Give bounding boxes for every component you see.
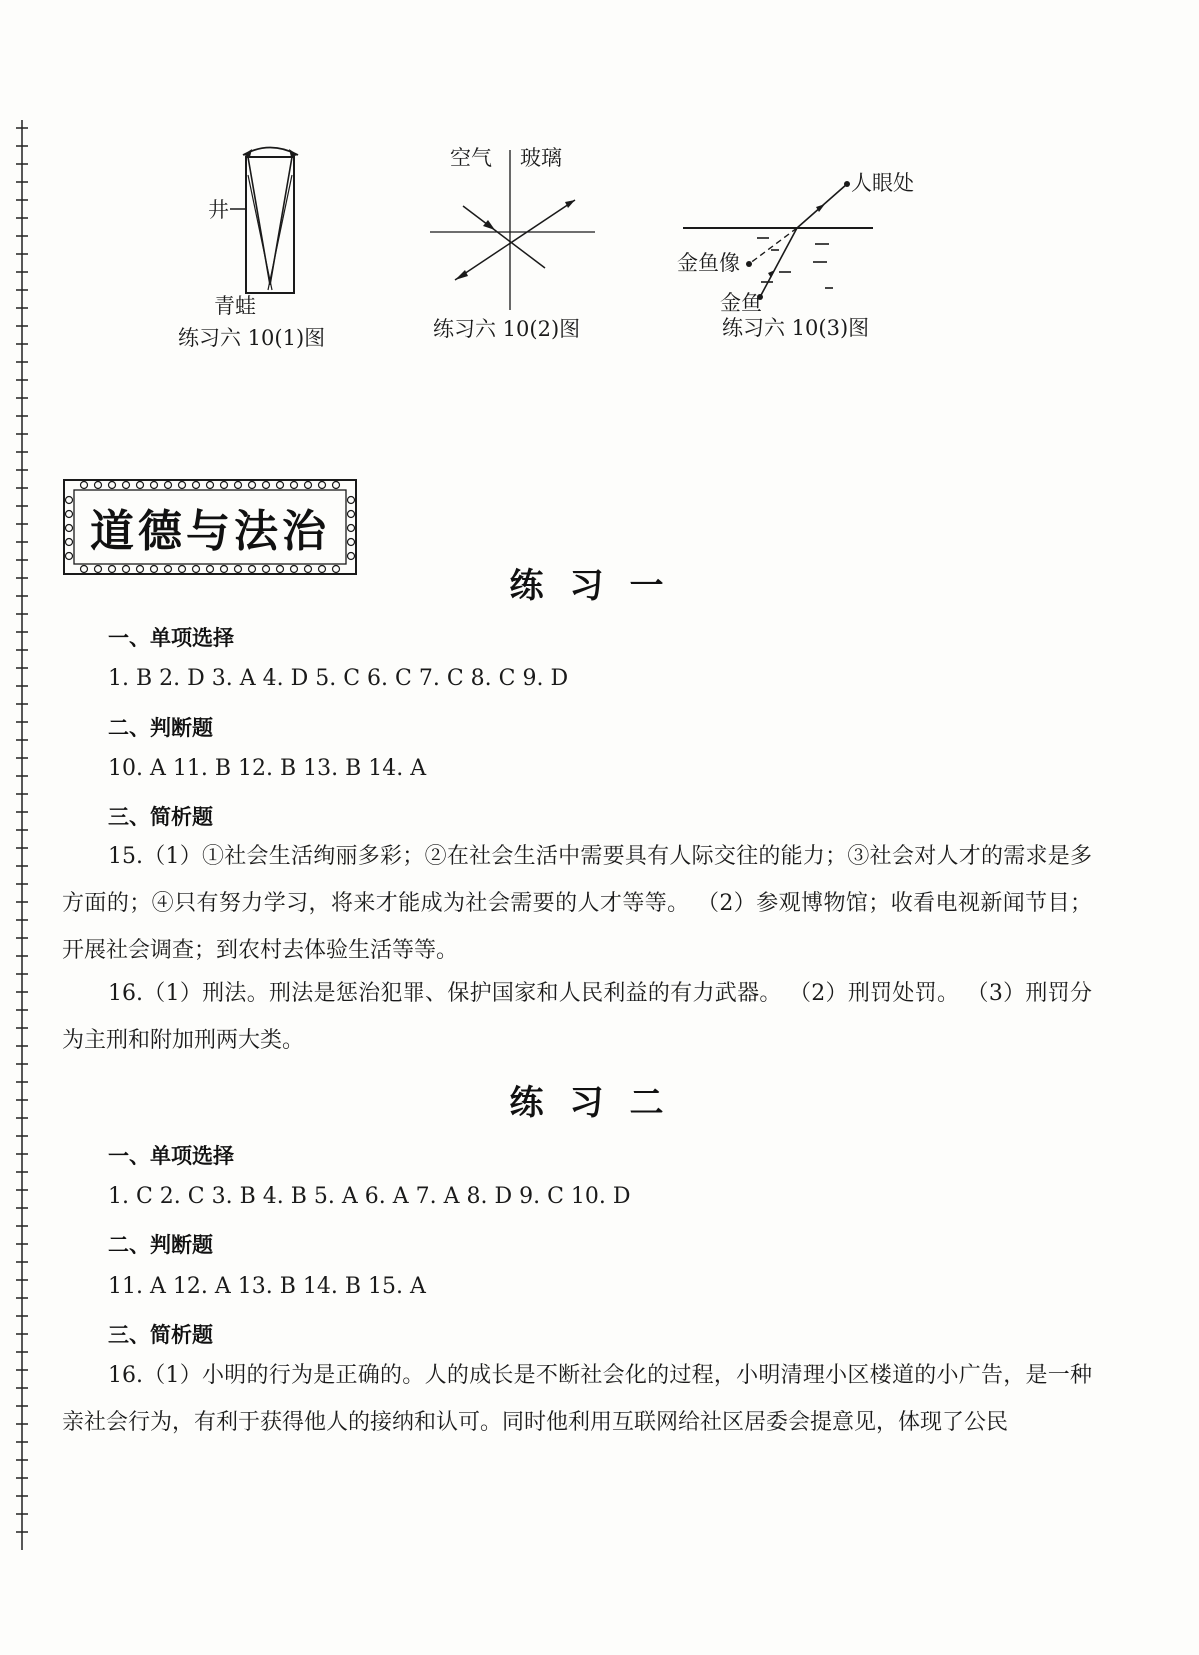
ex2-q16-answer: 16.（1）小明的行为是正确的。人的成长是不断社会化的过程，小明清理小区楼道的小广告，是一种亲社会行为，有利于获得他人的接纳和认可。同时他利用互联网给社区居委会提意见，体现了公民: [62, 1363, 1092, 1435]
ex1-q16-answer: 16.（1）刑法。刑法是惩治犯罪、保护国家和人民利益的有力武器。 （2）刑罚处罚。 （3）刑罚分为主刑和附加刑两大类。: [62, 981, 1092, 1053]
ex2-section-judge: 二、判断题: [108, 1233, 213, 1257]
ex2-answers-choice: 1. C 2. C 3. B 4. B 5. A 6. A 7. A 8. D 9. C 10. D: [108, 1184, 631, 1209]
subject-title: 道德与法治: [90, 506, 330, 557]
label-fish-image: 金鱼像: [677, 251, 740, 275]
ex2-answers-judge: 11. A 12. A 13. B 14. B 15. A: [108, 1274, 426, 1299]
caption-fig1: 练习六 10(1)图: [178, 326, 326, 350]
label-fish: 金鱼: [720, 291, 762, 315]
ex2-section-analysis: 三、简析题: [108, 1323, 213, 1347]
ex1-section-choice: 一、单项选择: [108, 626, 234, 650]
binding-margin: [12, 120, 32, 1550]
exercise-1-title: 练习一: [509, 566, 690, 606]
figure-air-glass: [425, 140, 625, 360]
label-eye: 人眼处: [851, 171, 914, 195]
ex2-section-choice: 一、单项选择: [108, 1144, 234, 1168]
ex1-answers-judge: 10. A 11. B 12. B 13. B 14. A: [108, 756, 427, 781]
label-glass: 玻璃: [520, 146, 562, 170]
figure-well-frog: [178, 135, 400, 355]
ex1-answers-choice: 1. B 2. D 3. A 4. D 5. C 6. C 7. C 8. C 9. D: [108, 666, 569, 691]
caption-fig3: 练习六 10(3)图: [722, 316, 870, 340]
figure-goldfish: [675, 160, 915, 360]
caption-fig2: 练习六 10(2)图: [433, 317, 581, 341]
ex1-section-judge: 二、判断题: [108, 716, 213, 740]
label-air: 空气: [450, 146, 492, 170]
ex1-section-analysis: 三、简析题: [108, 805, 213, 829]
label-frog: 青蛙: [214, 294, 256, 318]
ex1-q15-answer: 15.（1）①社会生活绚丽多彩；②在社会生活中需要具有人际交往的能力；③社会对人才的需求是多方面的；④只有努力学习，将来才能成为社会需要的人才等等。 （2）参观博物馆；收看电视新闻节目；开展社会调查；到农村去体验生活等等。: [62, 844, 1092, 963]
label-well: 井: [208, 198, 229, 222]
exercise-2-title: 练习二: [509, 1083, 690, 1123]
